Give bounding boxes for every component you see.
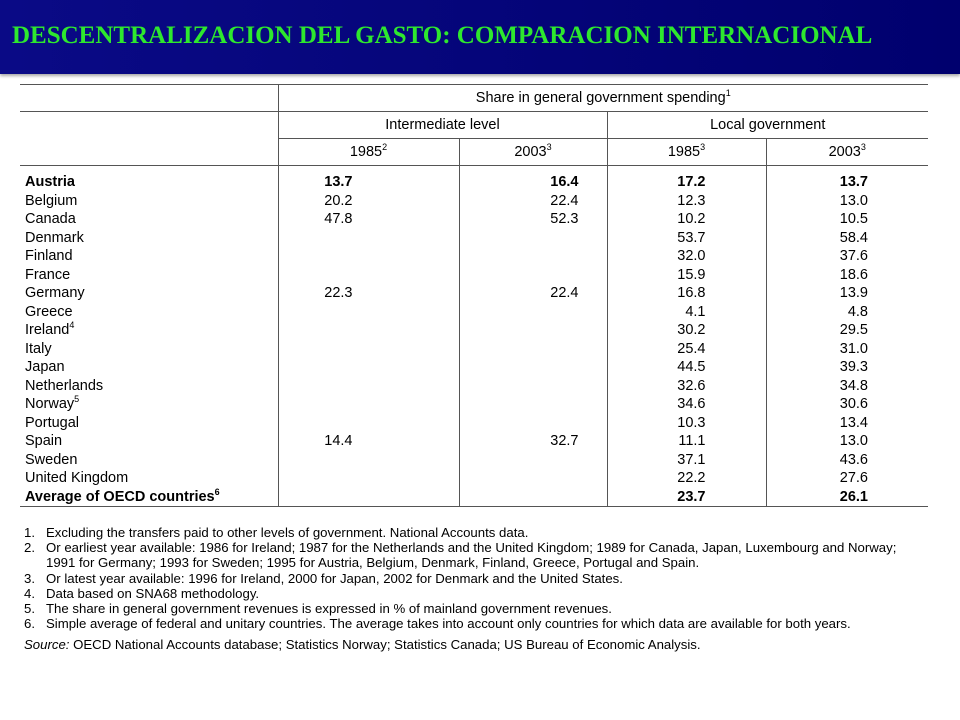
header-year-4: 2003$^3$ bbox=[766, 139, 928, 166]
table-row bbox=[20, 432, 928, 451]
value-cell bbox=[278, 377, 459, 396]
value-cell bbox=[459, 451, 607, 470]
value-cell bbox=[459, 377, 607, 396]
footnote-text: Simple average of federal and unitary countries. The average takes into account only countries for which data are available for both years. bbox=[46, 616, 851, 632]
footnote-text: Or latest year available: 1996 for Ireland, 2000 for Japan, 2002 for Denmark and the United States. bbox=[46, 570, 623, 586]
value-cell bbox=[278, 451, 459, 470]
table-row bbox=[20, 469, 928, 488]
value-cell: 52.3 bbox=[459, 210, 607, 229]
value-cell: 22.3 bbox=[278, 284, 459, 303]
value-cell bbox=[278, 358, 459, 377]
value-cell bbox=[278, 303, 459, 322]
value-cell: 16.8 bbox=[607, 284, 766, 303]
country-cell: Austria bbox=[25, 174, 75, 191]
country-cell: Netherlands bbox=[25, 377, 104, 394]
title-banner bbox=[0, 0, 960, 74]
table-row bbox=[20, 166, 928, 192]
table-row bbox=[20, 340, 928, 359]
country-cell: Sweden bbox=[25, 451, 78, 468]
value-cell: 34.8 bbox=[766, 377, 928, 396]
value-cell: 44.5 bbox=[607, 358, 766, 377]
value-cell: 32.6 bbox=[607, 377, 766, 396]
value-cell: 13.7 bbox=[278, 166, 459, 192]
country-cell: Average of OECD countries$^6$ bbox=[20, 488, 278, 507]
source-text: OECD National Accounts database; Statistics Norway; Statistics Canada; US Bureau of Economic Analysis. bbox=[73, 637, 701, 653]
header-local: Local government bbox=[607, 112, 928, 139]
value-cell bbox=[459, 340, 607, 359]
country-cell: Norway$^5$ bbox=[25, 394, 80, 413]
footnote-number: 5. bbox=[24, 601, 35, 617]
table-row bbox=[20, 377, 928, 396]
value-cell: 43.6 bbox=[766, 451, 928, 470]
value-cell: 39.3 bbox=[766, 358, 928, 377]
value-cell: 13.7 bbox=[766, 166, 928, 192]
value-cell bbox=[459, 395, 607, 414]
header-year-1: 1985$^2$ bbox=[278, 139, 459, 166]
value-cell: 14.4 bbox=[278, 432, 459, 451]
country-cell: Japan bbox=[25, 359, 65, 376]
value-cell bbox=[459, 488, 607, 507]
footnote-number: 4. bbox=[24, 585, 35, 601]
value-cell: 16.4 bbox=[459, 166, 607, 192]
value-cell bbox=[459, 321, 607, 340]
value-cell bbox=[278, 321, 459, 340]
value-cell: 23.7 bbox=[607, 488, 766, 507]
value-cell: 18.6 bbox=[766, 266, 928, 285]
slide-title: DESCENTRALIZACION DEL GASTO: COMPARACION INTERNACIONAL bbox=[12, 22, 873, 49]
table-row bbox=[20, 358, 928, 377]
header-year-2: 2003$^3$ bbox=[459, 139, 607, 166]
value-cell bbox=[278, 266, 459, 285]
footnote-number: 1. bbox=[24, 525, 35, 540]
value-cell bbox=[278, 340, 459, 359]
spending-table bbox=[20, 84, 928, 507]
country-cell: Belgium bbox=[25, 192, 78, 209]
footnote-text: The share in general government revenues is expressed in % of mainland government revenues. bbox=[46, 601, 612, 617]
value-cell bbox=[278, 247, 459, 266]
footnote-item bbox=[24, 540, 924, 570]
value-cell: 13.0 bbox=[766, 432, 928, 451]
footnote-text: Data based on SNA68 methodology. bbox=[46, 585, 260, 601]
header-intermediate: Intermediate level bbox=[278, 112, 607, 139]
value-cell: 12.3 bbox=[607, 192, 766, 211]
country-cell: Canada bbox=[25, 211, 76, 228]
header-spacer bbox=[20, 112, 278, 139]
source-label: Source: bbox=[24, 637, 70, 653]
table-row bbox=[20, 266, 928, 285]
value-cell: 17.2 bbox=[607, 166, 766, 192]
value-cell: 10.3 bbox=[607, 414, 766, 433]
table-row bbox=[20, 451, 928, 470]
country-cell: Portugal bbox=[25, 414, 80, 431]
table-row bbox=[20, 247, 928, 266]
value-cell bbox=[459, 358, 607, 377]
header-year-3: 1985$^3$ bbox=[607, 139, 766, 166]
value-cell: 13.4 bbox=[766, 414, 928, 433]
footnote-text: Excluding the transfers paid to other levels of government. National Accounts data. bbox=[46, 525, 529, 540]
value-cell: 13.9 bbox=[766, 284, 928, 303]
value-cell: 47.8 bbox=[278, 210, 459, 229]
table-row bbox=[20, 284, 928, 303]
value-cell: 30.2 bbox=[607, 321, 766, 340]
value-cell bbox=[459, 303, 607, 322]
country-cell: Denmark bbox=[25, 229, 84, 246]
value-cell: 31.0 bbox=[766, 340, 928, 359]
country-cell: Finland bbox=[25, 248, 73, 265]
header-corner bbox=[20, 85, 278, 112]
value-cell: 26.1 bbox=[766, 488, 928, 507]
header-spacer-2 bbox=[20, 139, 278, 166]
table-row bbox=[20, 210, 928, 229]
value-cell: 58.4 bbox=[766, 229, 928, 248]
value-cell bbox=[459, 266, 607, 285]
value-cell: 22.4 bbox=[459, 284, 607, 303]
footnote-item bbox=[24, 571, 924, 586]
value-cell: 30.6 bbox=[766, 395, 928, 414]
value-cell: 13.0 bbox=[766, 192, 928, 211]
value-cell: 4.1 bbox=[607, 303, 766, 322]
country-cell: United Kingdom bbox=[25, 470, 129, 487]
header-main: Share in general government spending$^1$ bbox=[278, 85, 928, 112]
footnote-text: Or earliest year available: 1986 for Ireland; 1987 for the Netherlands and the United Kingdom; 1989 for Canada, Japan, Luxembourg and Norway; 1991 for Germany; 1993 for Sweden; 1995 for Austria, Belgium, Denmark, Finland, Greece, Portugal and Spain. bbox=[46, 540, 897, 571]
footnote-item bbox=[24, 601, 924, 616]
value-cell: 15.9 bbox=[607, 266, 766, 285]
value-cell bbox=[278, 414, 459, 433]
value-cell bbox=[278, 395, 459, 414]
table-row bbox=[20, 303, 928, 322]
value-cell: 11.1 bbox=[607, 432, 766, 451]
value-cell: 37.1 bbox=[607, 451, 766, 470]
value-cell bbox=[459, 414, 607, 433]
footnote-number: 3. bbox=[24, 570, 35, 586]
country-cell: Germany bbox=[25, 285, 85, 302]
footnote-number: 6. bbox=[24, 616, 35, 632]
value-cell: 32.0 bbox=[607, 247, 766, 266]
footnote-item bbox=[24, 616, 924, 631]
value-cell: 10.2 bbox=[607, 210, 766, 229]
value-cell bbox=[459, 247, 607, 266]
value-cell: 34.6 bbox=[607, 395, 766, 414]
country-cell: Greece bbox=[25, 303, 73, 320]
footnote-item bbox=[24, 586, 924, 601]
table-row bbox=[20, 414, 928, 433]
source-line bbox=[24, 637, 924, 652]
value-cell: 53.7 bbox=[607, 229, 766, 248]
spending-table-container bbox=[20, 84, 928, 507]
country-cell: Italy bbox=[25, 340, 52, 357]
value-cell bbox=[278, 469, 459, 488]
table-row bbox=[20, 321, 928, 340]
value-cell: 37.6 bbox=[766, 247, 928, 266]
table-row bbox=[20, 229, 928, 248]
value-cell: 22.2 bbox=[607, 469, 766, 488]
value-cell: 20.2 bbox=[278, 192, 459, 211]
value-cell: 10.5 bbox=[766, 210, 928, 229]
table-row bbox=[20, 395, 928, 414]
table-row bbox=[20, 192, 928, 211]
footnote-item bbox=[24, 525, 924, 540]
country-cell: Ireland$^4$ bbox=[25, 320, 75, 339]
footnotes bbox=[24, 525, 924, 653]
value-cell: 32.7 bbox=[459, 432, 607, 451]
country-cell: France bbox=[25, 266, 71, 283]
value-cell: 29.5 bbox=[766, 321, 928, 340]
value-cell: 4.8 bbox=[766, 303, 928, 322]
value-cell: 25.4 bbox=[607, 340, 766, 359]
footnote-number: 2. bbox=[24, 540, 35, 556]
value-cell bbox=[459, 229, 607, 248]
country-cell: Spain bbox=[25, 433, 63, 450]
value-cell bbox=[278, 229, 459, 248]
value-cell: 22.4 bbox=[459, 192, 607, 211]
average-row bbox=[20, 488, 928, 507]
value-cell bbox=[459, 469, 607, 488]
value-cell bbox=[278, 488, 459, 507]
value-cell: 27.6 bbox=[766, 469, 928, 488]
